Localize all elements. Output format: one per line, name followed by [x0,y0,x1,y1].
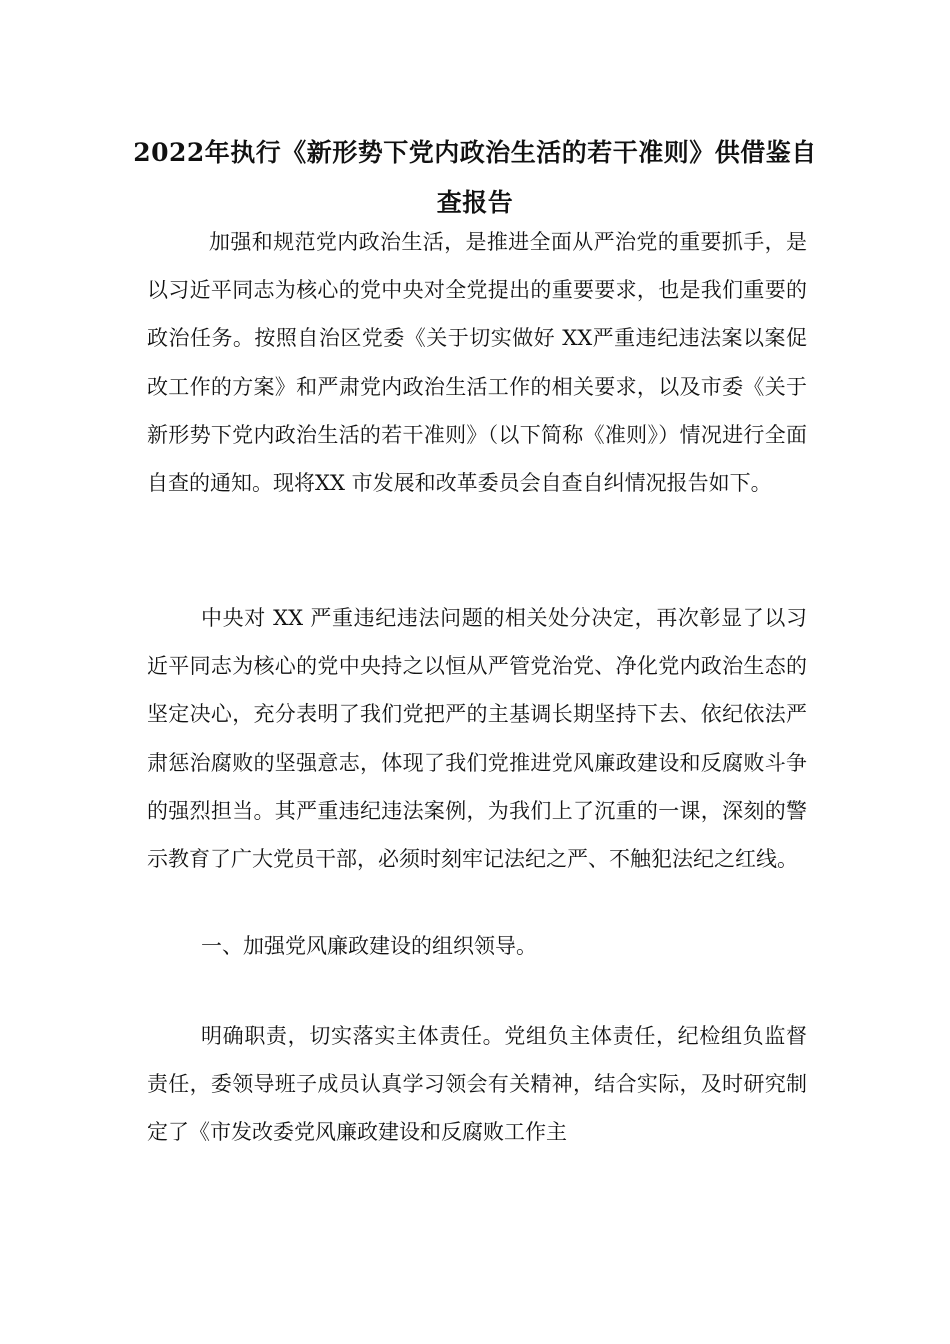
paragraph-intro: 加强和规范党内政治生活，是推进全面从严治党的重要抓手，是以习近平同志为核心的党中央对全党提出的重要要求，也是我们重要的政治任务。按照自治区党委《关于切实做好 XX严重违纪违法案以案促改工作的方案》和严肃党内政治生活工作的相关要求，以及市委《关于新形势下党内政治生活的若干准则》（以下简称《准则》）情况进行全面自查的通知。现将XX 市发展和改革委员会自查自纠情况报告如下。 [147,230,807,496]
document-title: 2022年执行《新形势下党内政治生活的若干准则》供借鉴自查报告 [133,138,817,217]
paragraph-responsibilities: 明确职责，切实落实主体责任。党组负主体责任，纪检组负监督责任，委领导班子成员认真学习领会有关精神，结合实际，及时研究制定了《市发改委党风廉政建设和反腐败工作主 [147,1024,807,1145]
section-heading-1: 一、加强党风廉政建设的组织领导。 [201,934,537,958]
paragraph-central-decision: 中央对 XX 严重违纪违法问题的相关处分决定，再次彰显了以习近平同志为核心的党中央持之以恒从严管党治党、净化党内政治生态的坚定决心，充分表明了我们党把严的主基调长期坚持下去、依纪依法严肃惩治腐败的坚强意志，体现了我们党推进党风廉政建设和反腐败斗争的强烈担当。其严重违纪违法案例，为我们上了沉重的一课，深刻的警示教育了广大党员干部，必须时刻牢记法纪之严、不触犯法纪之红线。 [147,606,807,872]
